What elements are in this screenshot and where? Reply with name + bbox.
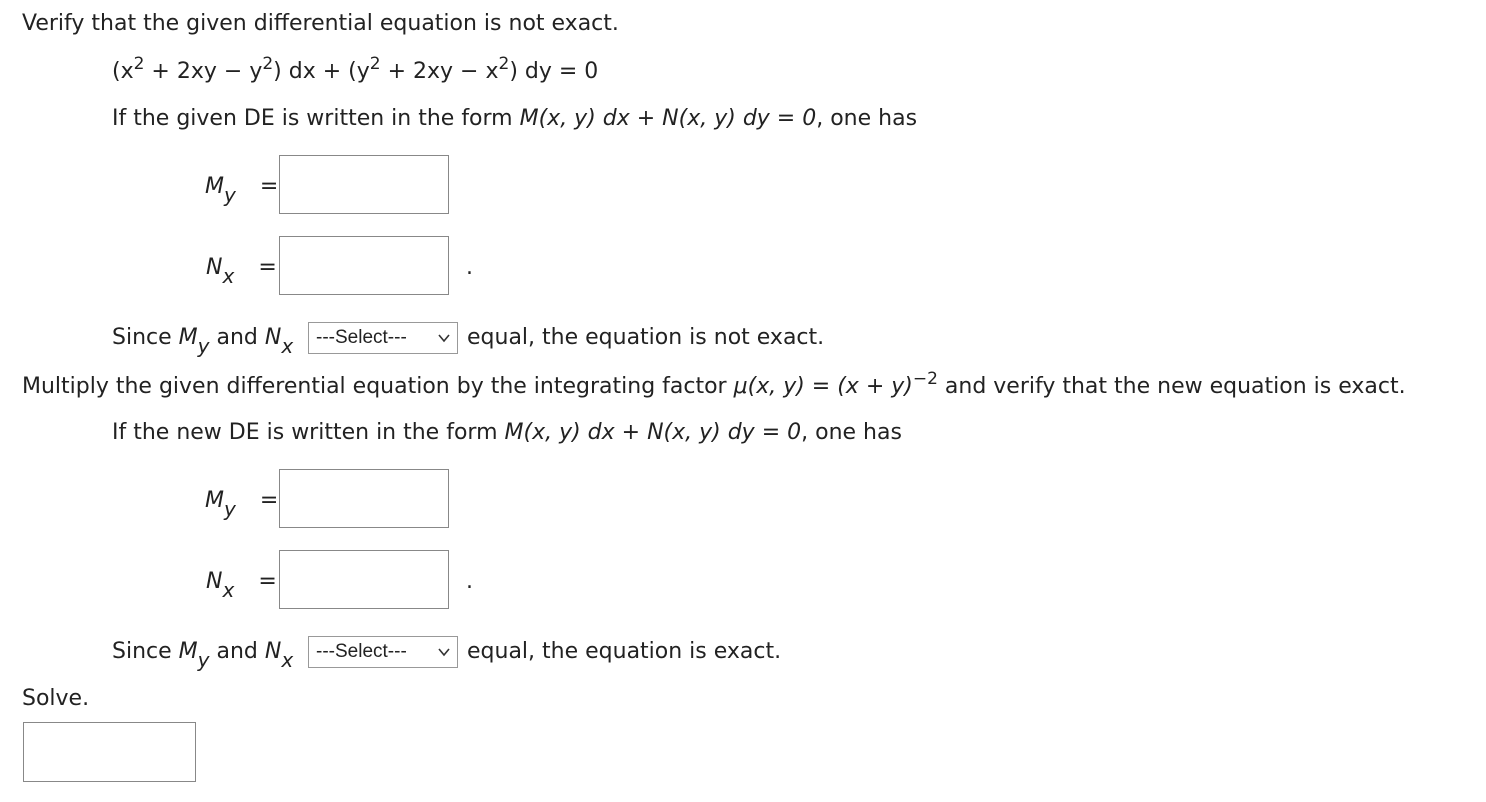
part1-select-value: ---Select--- (316, 327, 407, 348)
part1-since-prefix: Since My and Nx (112, 325, 294, 358)
part1-period: . (466, 255, 473, 280)
part1-equality-select[interactable] (308, 322, 458, 354)
part1-form-line: If the given DE is written in the form M(x, y) dx + N(x, y) dy = 0, one has (112, 106, 918, 131)
part2-nx-input[interactable] (279, 550, 449, 609)
part2-since-prefix: Since My and Nx (112, 639, 294, 672)
part2-equality-select[interactable] (308, 636, 458, 668)
part1-my-input[interactable] (279, 155, 449, 214)
part2-select-value: ---Select--- (316, 641, 407, 662)
part1-heading: Verify that the given differential equation is not exact. (22, 11, 619, 36)
part2-nx-label: Nx = (206, 569, 277, 602)
given-equation: $(x^2 + 2xy - y^2)$ dx + $(y^2 + 2xy - x^2)$ dy = 0 (112, 54, 599, 84)
part2-form-line: If the new DE is written in the form M(x, y) dx + N(x, y) dy = 0, one has (112, 420, 902, 445)
part2-since-suffix: equal, the equation is exact. (467, 639, 782, 664)
part2-my-input[interactable] (279, 469, 449, 528)
part1-nx-label: Nx = (206, 255, 277, 288)
part1-my-label: My = (205, 174, 279, 207)
part1-since-suffix: equal, the equation is not exact. (467, 325, 825, 350)
chevron-down-icon (437, 331, 451, 345)
chevron-down-icon (437, 645, 451, 659)
solution-input[interactable] (23, 722, 196, 782)
part1-nx-input[interactable] (279, 236, 449, 295)
part2-my-label: My = (205, 488, 279, 521)
part2-period: . (466, 569, 473, 594)
part3-heading: Solve. (22, 686, 90, 711)
part2-heading: Multiply the given differential equation by the integrating factor μ(x, $y) = (x + y)^{-2}$ and verify that the new equation is exact. (22, 369, 1406, 399)
